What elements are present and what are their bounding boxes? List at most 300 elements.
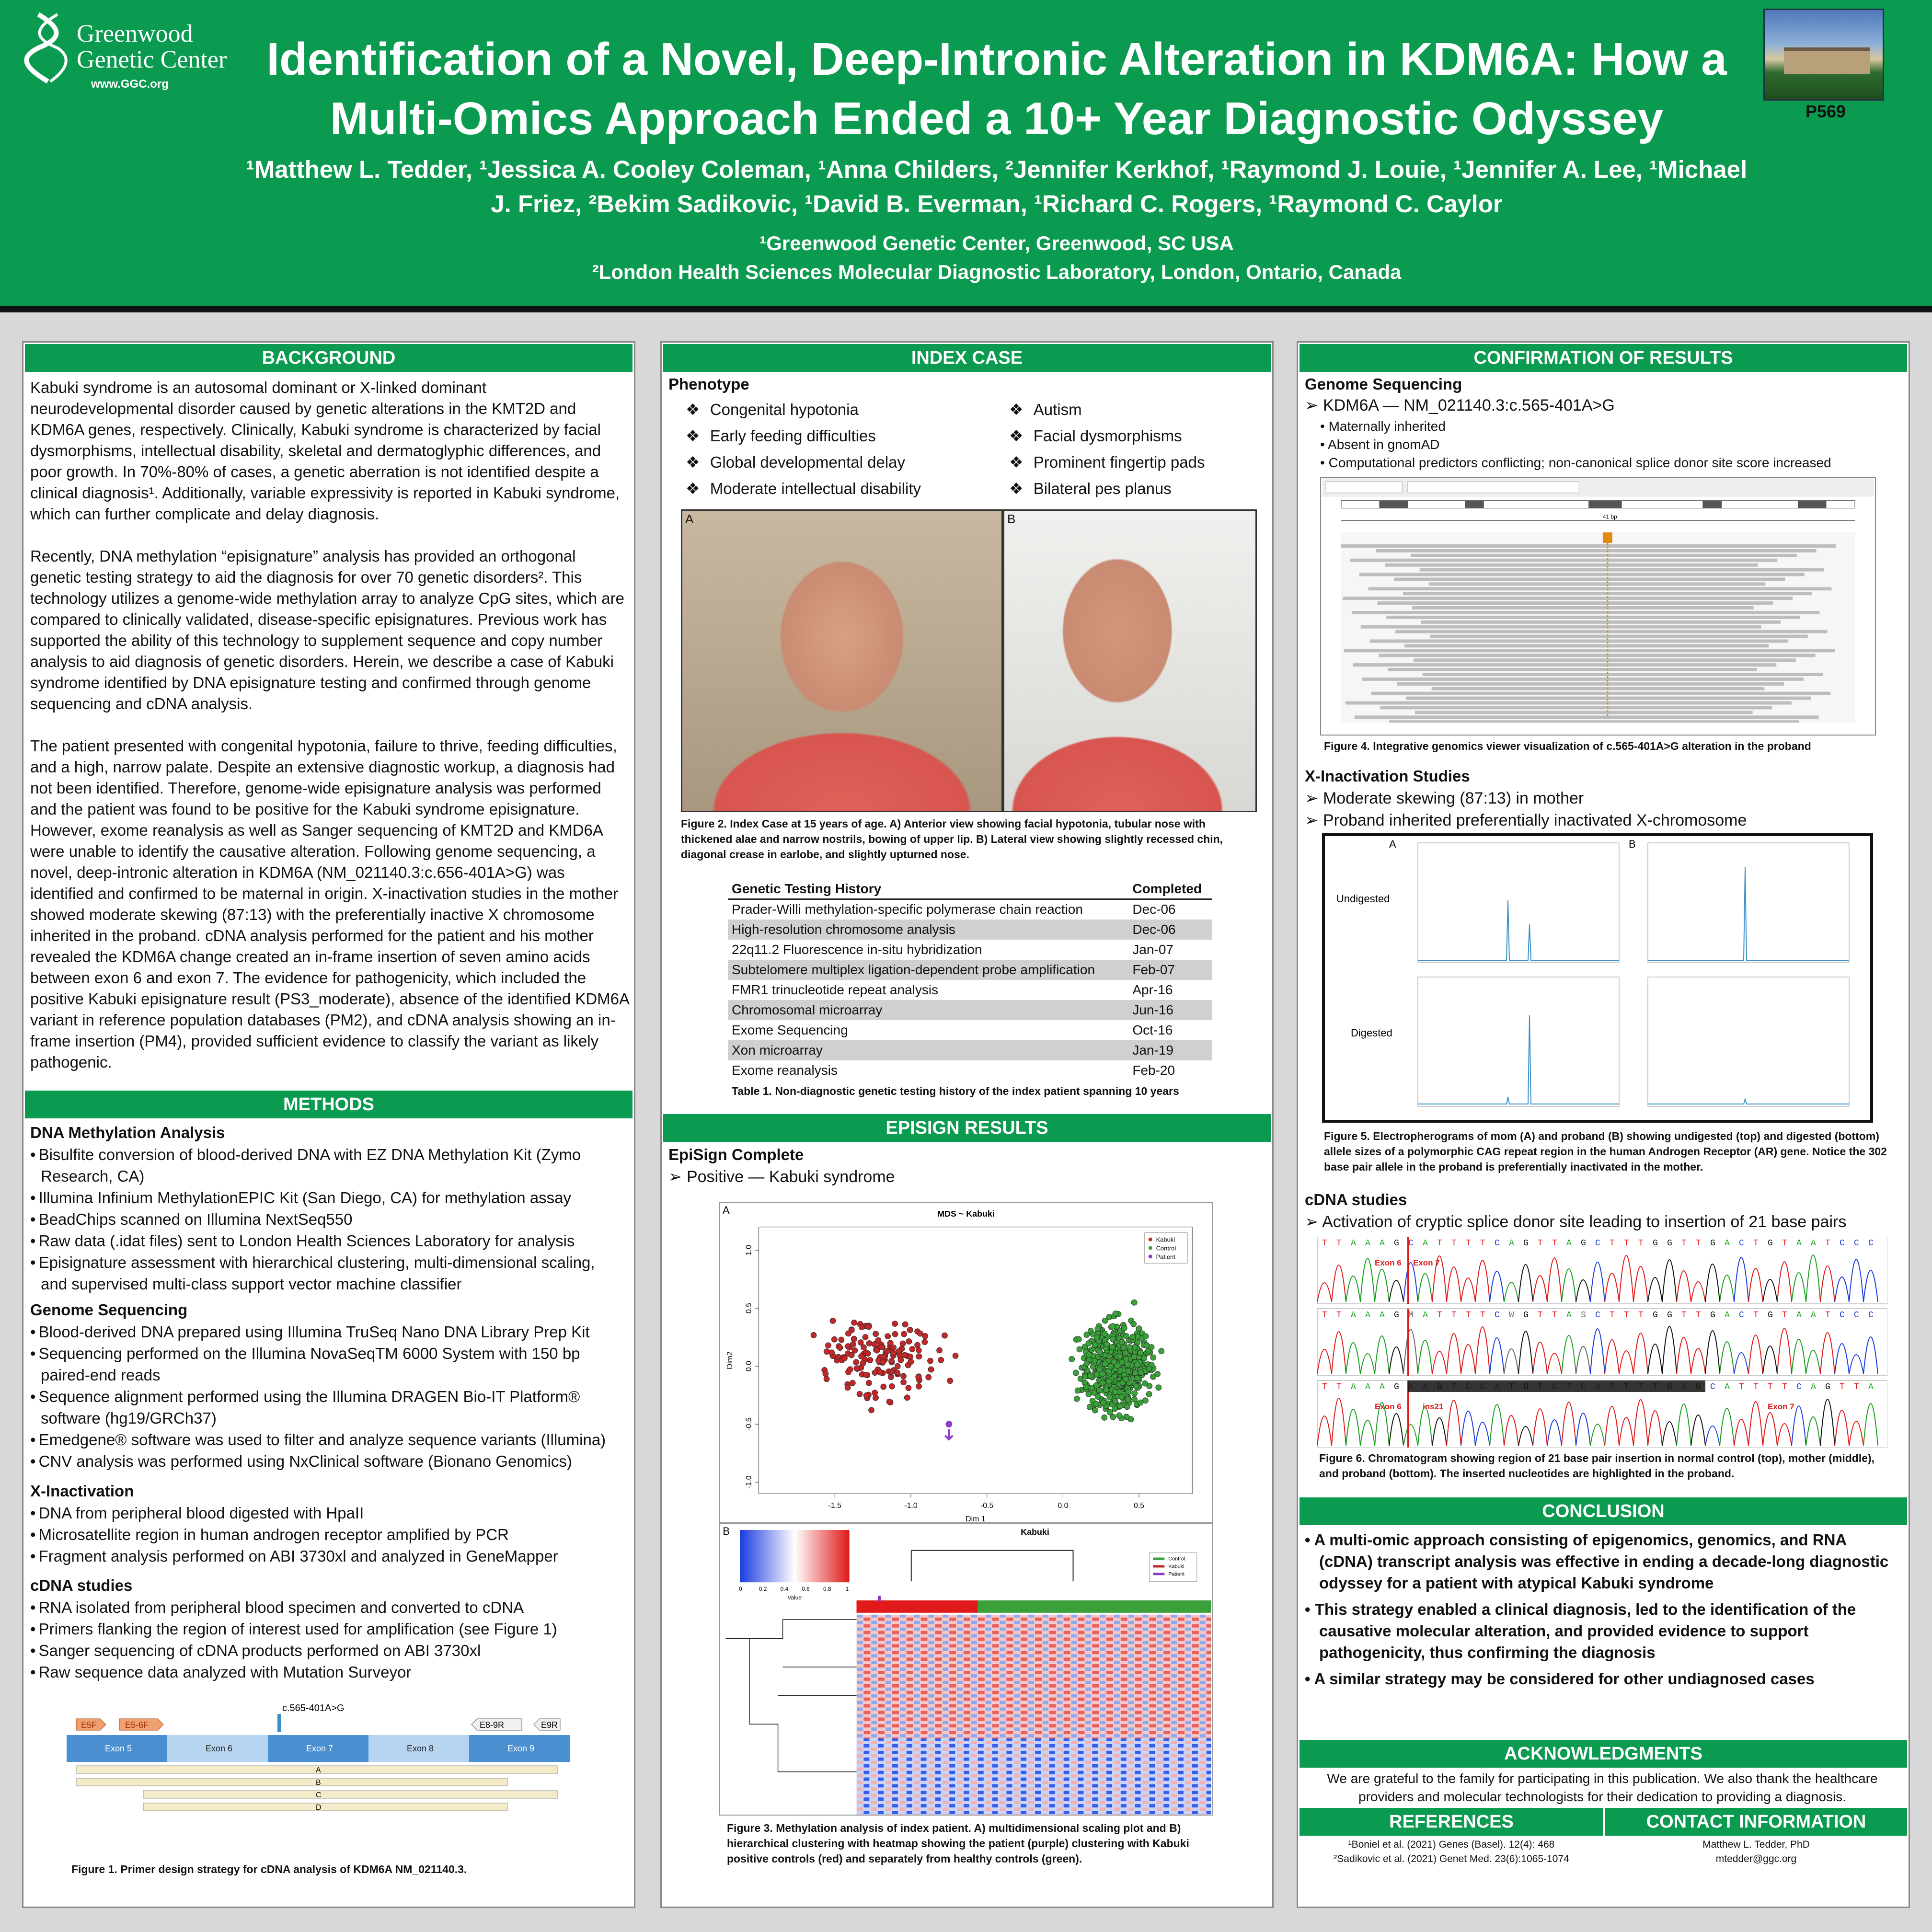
data-point-kabuki: [881, 1384, 886, 1390]
base-call: A: [1365, 1239, 1370, 1248]
list-item: ➢ Activation of cryptic splice donor site leading to insertion of 21 base pairs: [1305, 1211, 1899, 1233]
base-call: G: [1768, 1311, 1773, 1320]
table-cell-test: Exome Sequencing: [732, 1022, 848, 1037]
base-call: A: [1380, 1382, 1385, 1392]
data-point-control: [1069, 1356, 1075, 1362]
authors-line-1: ¹Matthew L. Tedder, ¹Jessica A. Cooley Coleman, ¹Anna Childers, ²Jennifer Kerkhof, ¹Raymond J. Louie, ¹Jennifer A. Lee, ¹Michael: [246, 156, 1748, 183]
svg-text:A: A: [316, 1766, 321, 1774]
read-bar: [1404, 644, 1769, 647]
cdna-list: [30, 1597, 624, 1683]
base-call: T: [1768, 1382, 1773, 1392]
data-point-kabuki: [938, 1357, 944, 1363]
data-point-control: [1084, 1332, 1090, 1338]
data-point-kabuki: [824, 1349, 829, 1355]
data-point-kabuki: [862, 1334, 868, 1340]
patient-photo-lateral: [1003, 509, 1257, 812]
base-call: A: [1423, 1311, 1428, 1320]
data-point-kabuki: [904, 1395, 910, 1401]
data-point-control: [1108, 1363, 1114, 1369]
data-point-kabuki: [839, 1337, 844, 1343]
data-point-control: [1125, 1397, 1131, 1403]
base-call: T: [1753, 1311, 1759, 1320]
data-point-kabuki: [916, 1383, 922, 1389]
list-item: • Computational predictors conflicting; non-canonical splice donor site score increased: [1320, 454, 1895, 472]
data-point-control: [1073, 1370, 1079, 1376]
data-point-kabuki: [947, 1378, 953, 1384]
data-point-kabuki: [829, 1350, 835, 1356]
list-item: • DNA from peripheral blood digested with HpaII: [30, 1502, 624, 1524]
read-bar: [1412, 606, 1754, 610]
logo-line-2: Genetic Center: [77, 46, 227, 73]
contact-name: Matthew L. Tedder, PhD: [1702, 1839, 1810, 1850]
base-call: T: [1437, 1311, 1442, 1320]
exon-7-label: Exon 7: [306, 1744, 334, 1753]
data-point-kabuki: [880, 1359, 886, 1365]
data-point-kabuki: [842, 1355, 848, 1361]
episign-title: EpiSign Complete: [668, 1146, 804, 1163]
base-call: T: [1696, 1239, 1701, 1248]
variant-item: ➢ KDM6A — NM_021140.3:c.565-401A>G: [1305, 394, 1615, 416]
data-point-control: [1110, 1344, 1116, 1350]
exon-9-label: Exon 9: [507, 1744, 535, 1753]
read-bar: [1343, 597, 1793, 600]
x-tick-label: -0.5: [980, 1502, 994, 1510]
data-point-control: [1076, 1336, 1081, 1342]
data-point-kabuki: [874, 1347, 880, 1353]
middle-column: [660, 341, 1274, 1908]
figure-6-caption: Figure 6. Chromatogram showing region of 21 base pair insertion in normal control (top), mother (middle), and proband (bottom). The inserted nucleotides are highlighted in the proband.: [1319, 1452, 1875, 1480]
x-axis-label: Dim 1: [966, 1515, 986, 1523]
data-point-control: [1146, 1366, 1152, 1372]
contact-email[interactable]: mtedder@ggc.org: [1715, 1853, 1797, 1864]
data-point-control: [1083, 1384, 1089, 1390]
read-bar: [1344, 649, 1835, 652]
svg-text:0.4: 0.4: [780, 1586, 789, 1593]
data-point-control: [1086, 1392, 1092, 1397]
data-point-control: [1100, 1380, 1105, 1386]
data-point-kabuki: [888, 1374, 894, 1380]
base-call: T: [1322, 1311, 1327, 1320]
base-call: A: [1365, 1382, 1370, 1392]
data-point-control: [1124, 1404, 1130, 1410]
base-call: G: [1523, 1311, 1529, 1320]
base-call: T: [1451, 1311, 1457, 1320]
figure-5-caption: Figure 5. Electropherograms of mom (A) and proband (B) showing undigested (top) and digested (bottom) allele sizes of a polymorphic CAG repeat region in the human Androgen Receptor (AR) gene. Notice the 302 base pair allele in the proband is preferentially inactivated in the mother.: [1324, 1130, 1887, 1173]
base-call: C: [1739, 1239, 1744, 1248]
insertion-label: ins21: [1423, 1402, 1444, 1411]
base-call: T: [1336, 1382, 1342, 1392]
base-call: G: [1710, 1239, 1715, 1248]
base-call: A: [1509, 1239, 1514, 1248]
data-point-kabuki: [875, 1337, 881, 1343]
read-bar: [1394, 577, 1785, 581]
base-call: T: [1610, 1239, 1615, 1248]
base-call: T: [1322, 1382, 1327, 1392]
base-call: A: [1796, 1311, 1802, 1320]
base-call: A: [1811, 1311, 1816, 1320]
base-call: A: [1811, 1382, 1816, 1392]
read-bar: [1385, 564, 1758, 567]
data-point-kabuki: [850, 1380, 855, 1386]
figure-3-caption: Figure 3. Methylation analysis of index patient. A) multidimensional scaling plot and B) hierarchical clustering with heatmap showing the patient (purple) clustering with Kabuki positive controls (red) and separately from healthy controls (green).: [727, 1822, 1189, 1865]
legend-label: Kabuki: [1156, 1236, 1175, 1243]
base-call: T: [1538, 1239, 1543, 1248]
data-point-control: [1113, 1389, 1118, 1395]
base-call: T: [1782, 1239, 1787, 1248]
data-point-kabuki: [830, 1318, 836, 1323]
read-bar: [1423, 673, 1823, 676]
list-item: • Primers flanking the region of interest used for amplification (see Figure 1): [30, 1618, 624, 1640]
data-point-control: [1102, 1318, 1108, 1323]
data-point-control: [1107, 1394, 1113, 1400]
data-point-kabuki: [953, 1353, 958, 1358]
list-item: • Maternally inherited: [1320, 417, 1895, 436]
inserted-sequence-highlight: [1408, 1380, 1705, 1392]
read-bar: [1414, 658, 1796, 662]
table-cell-test: Exome reanalysis: [732, 1062, 838, 1078]
electropherograms: [1322, 833, 1873, 1123]
data-point-control: [1138, 1350, 1143, 1356]
list-item: • Emedgene® software was used to filter and analyze sequence variants (Illumina): [30, 1429, 624, 1450]
svg-text:0.8: 0.8: [823, 1586, 831, 1593]
data-point-control: [1087, 1373, 1093, 1379]
base-call: C: [1854, 1311, 1859, 1320]
index-case-heading: INDEX CASE: [663, 344, 1271, 372]
chart-title: MDS ~ Kabuki: [937, 1208, 995, 1219]
base-call: G: [1710, 1311, 1715, 1320]
list-item: • Sanger sequencing of cDNA products performed on ABI 3730xl: [30, 1640, 624, 1661]
base-call: G: [1768, 1239, 1773, 1248]
data-point-control: [1087, 1404, 1092, 1410]
base-call: G: [1667, 1239, 1672, 1248]
base-call: A: [1351, 1382, 1356, 1392]
dna-methylation-list: [30, 1144, 624, 1295]
data-point-kabuki: [866, 1341, 872, 1346]
photo-a-label: A: [685, 512, 694, 526]
base-call: T: [1825, 1311, 1830, 1320]
data-point-kabuki: [850, 1341, 856, 1347]
data-point-kabuki: [922, 1339, 928, 1345]
acknowledgments-heading: ACKNOWLEDGMENTS: [1300, 1740, 1907, 1768]
base-call: A: [1725, 1382, 1730, 1392]
exon-8-label: Exon 8: [407, 1744, 434, 1753]
base-call: T: [1466, 1311, 1471, 1320]
data-point-control: [1159, 1348, 1164, 1354]
data-point-kabuki: [889, 1358, 895, 1364]
table-cell-test: 22q11.2 Fluorescence in-situ hybridization: [732, 942, 982, 957]
base-call: T: [1681, 1311, 1687, 1320]
chromatogram: [1317, 1237, 1887, 1448]
phenotype-title: Phenotype: [668, 375, 749, 393]
figure-1-primer-diagram: [67, 1702, 594, 1840]
table-row: [728, 940, 1212, 960]
data-point-kabuki: [851, 1336, 857, 1342]
data-point-control: [1093, 1382, 1099, 1388]
background-heading: BACKGROUND: [25, 344, 632, 372]
base-call: A: [1380, 1311, 1385, 1320]
data-point-control: [1135, 1375, 1140, 1381]
data-point-control: [1131, 1354, 1137, 1360]
read-bar: [1430, 635, 1808, 638]
base-call: T: [1480, 1239, 1485, 1248]
base-call: C: [1854, 1239, 1859, 1248]
read-bar: [1359, 573, 1805, 576]
base-call: T: [1552, 1311, 1557, 1320]
base-call: T: [1782, 1382, 1787, 1392]
reference-1: ¹Boniel et al. (2021) Genes (Basel). 12(4): 468: [1348, 1839, 1555, 1850]
read-bar: [1376, 549, 1816, 552]
data-point-control: [1102, 1331, 1107, 1336]
base-call: T: [1696, 1311, 1701, 1320]
base-call: A: [1566, 1239, 1572, 1248]
igv-window-size: 41 bp: [1602, 513, 1617, 520]
data-point-control: [1084, 1361, 1090, 1367]
data-point-control: [1110, 1323, 1116, 1329]
data-point-control: [1130, 1334, 1136, 1340]
data-point-control: [1144, 1343, 1150, 1348]
read-bar: [1370, 639, 1788, 643]
data-point-kabuki: [906, 1339, 912, 1345]
read-bar: [1362, 678, 1804, 681]
data-point-kabuki: [857, 1391, 862, 1397]
data-point-control: [1131, 1321, 1137, 1327]
svg-text:E5-6F: E5-6F: [125, 1720, 149, 1730]
data-point-kabuki: [928, 1367, 934, 1372]
svg-text:0.6: 0.6: [802, 1586, 810, 1593]
data-point-kabuki: [858, 1340, 863, 1346]
y-tick-label: -0.5: [745, 1417, 753, 1431]
data-point-kabuki: [895, 1363, 900, 1369]
cdna-title: cDNA studies: [30, 1576, 133, 1594]
variant-label: c.565-401A>G: [282, 1703, 345, 1714]
data-point-kabuki: [895, 1370, 900, 1376]
author-list: [240, 152, 1754, 221]
table-row: [728, 980, 1212, 1000]
list-item: ❖ Autism: [1009, 396, 1258, 423]
table-row: [728, 1040, 1212, 1060]
patient-photo-anterior: [681, 509, 1003, 812]
data-point-control: [1142, 1380, 1148, 1386]
base-call: C: [1796, 1382, 1802, 1392]
data-point-control: [1103, 1361, 1108, 1367]
affiliation-1: ¹Greenwood Genetic Center, Greenwood, SC USA: [759, 232, 1234, 254]
patient-arrow: [945, 1429, 953, 1439]
data-point-kabuki: [898, 1357, 904, 1363]
table-header-completed: Completed: [1128, 879, 1212, 899]
base-call: A: [1868, 1382, 1874, 1392]
cdna-studies-title: cDNA studies: [1305, 1191, 1407, 1208]
data-point-kabuki: [942, 1333, 947, 1338]
read-bar: [1386, 616, 1800, 619]
read-bar: [1380, 706, 1772, 709]
base-call: G: [1394, 1382, 1399, 1392]
chromatogram-row: [1317, 1237, 1887, 1304]
list-item: ➢ Moderate skewing (87:13) in mother: [1305, 787, 1899, 809]
table-cell-test: Subtelomere multiplex ligation-dependent probe amplification: [728, 960, 1128, 980]
base-call: A: [1423, 1239, 1428, 1248]
ep-label-b: B: [1629, 838, 1636, 850]
data-point-kabuki: [866, 1380, 872, 1386]
data-point-kabuki: [859, 1324, 864, 1330]
x-tick-label: -1.5: [828, 1502, 841, 1510]
list-item: ❖ Early feeding difficulties: [686, 423, 983, 449]
data-point-control: [1092, 1407, 1098, 1413]
data-point-control: [1132, 1370, 1138, 1376]
data-point-kabuki: [900, 1341, 906, 1346]
table-row: [728, 1020, 1212, 1040]
list-item: ❖ Moderate intellectual disability: [686, 475, 983, 502]
data-point-control: [1116, 1413, 1122, 1418]
data-point-kabuki: [866, 1324, 872, 1330]
figure-2-caption: Figure 2. Index Case at 15 years of age. A) Anterior view showing facial hypotonia, tubular nose with thickened alae and narrow nostrils, bowing of upper lip. B) Lateral view showing slightly recessed chin, diagonal crease in earlobe, and slightly upturned nose.: [681, 817, 1223, 861]
y-tick-label: 0.0: [745, 1361, 753, 1372]
data-point-control: [1115, 1363, 1120, 1368]
base-call: G: [1394, 1239, 1399, 1248]
base-call: A: [1725, 1311, 1730, 1320]
data-point-control: [1136, 1326, 1142, 1332]
base-call: T: [1610, 1311, 1615, 1320]
genome-seq-title: Genome Sequencing: [30, 1301, 188, 1319]
data-point-kabuki: [928, 1358, 933, 1364]
data-point-kabuki: [937, 1347, 943, 1353]
reference-2: ²Sadikovic et al. (2021) Genet Med. 23(6):1065-1074: [1334, 1853, 1569, 1864]
data-point-control: [1077, 1346, 1082, 1352]
base-call: T: [1753, 1239, 1759, 1248]
dna-methylation-title: DNA Methylation Analysis: [30, 1124, 225, 1141]
list-item: • BeadChips scanned on Illumina NextSeq550: [30, 1208, 624, 1230]
table-1-caption: Table 1. Non-diagnostic genetic testing history of the index patient spanning 10 years: [732, 1085, 1179, 1097]
data-point-kabuki: [872, 1390, 878, 1396]
chart-legend: [1145, 1233, 1187, 1264]
data-point-kabuki: [847, 1367, 853, 1372]
data-point-kabuki: [861, 1345, 867, 1350]
svg-text:Kabuki: Kabuki: [1168, 1564, 1184, 1570]
read-bar: [1377, 601, 1773, 605]
list-item: • Blood-derived DNA prepared using Illumina TruSeq Nano DNA Library Prep Kit: [30, 1321, 624, 1343]
base-call: T: [1782, 1311, 1787, 1320]
contact-text: [1605, 1838, 1907, 1866]
confirmation-heading: CONFIRMATION OF RESULTS: [1300, 344, 1907, 372]
list-item: • Illumina Infinium MethylationEPIC Kit (San Diego, CA) for methylation assay: [30, 1187, 624, 1208]
read-bar: [1350, 559, 1777, 562]
x-inactivation-list: [30, 1502, 624, 1567]
data-point-control: [1123, 1350, 1128, 1356]
data-point-kabuki: [922, 1333, 928, 1339]
data-point-control: [1112, 1398, 1118, 1404]
base-call: A: [1566, 1311, 1572, 1320]
data-point-control: [1132, 1391, 1138, 1396]
list-item: • Raw sequence data analyzed with Mutation Surveyor: [30, 1661, 624, 1683]
data-point-kabuki: [889, 1383, 895, 1389]
y-tick-label: -1.0: [745, 1475, 753, 1489]
background-paragraph-3: The patient presented with congenital hypotonia, failure to thrive, feeding difficulties, and a high, narrow palate. Despite an extensive diagnostic workup, a diagnosis had not been identified. Therefore, genome-wide episignature analysis was performed and the patient was found to be positive for the Kabuki syndrome episignature. However, exome reanalysis as well as Sanger sequencing of KMT2D and KMD6A were unable to identify the causative alteration. Following genome sequencing, a novel, deep-intronic alteration in KDM6A (NM_021140.3:c.656-401A>G) was identified and confirmed to be maternal in origin. X-inactivation studies in the mother showed moderate skewing (87:13) with the preferentially inactive X chromosome inherited in the proband. cDNA analysis performed for the patient and his mother revealed the KDM6A change created an in-frame insertion of seven amino acids between exon 6 and exon 7. The evidence for pathogenicity, which included the positive Kabuki episignature result (PS3_moderate), absence of the identified KDM6A variant in reference population databases (PM2), and cDNA analysis showing an in-frame insertion (PM4), provided sufficient evidence to classify the variant as likely pathogenic.: [30, 737, 629, 1071]
data-point-kabuki: [902, 1322, 908, 1327]
x-inactivation-bullets: [1305, 787, 1899, 831]
base-call: T: [1638, 1239, 1644, 1248]
base-call: M: [1408, 1311, 1414, 1320]
data-point-kabuki: [846, 1331, 851, 1336]
list-item: • CNV analysis was performed using NxClinical software (Bionano Genomics): [30, 1450, 624, 1472]
data-point-control: [1141, 1356, 1147, 1361]
data-point-kabuki: [863, 1392, 869, 1398]
data-point-control: [1131, 1300, 1137, 1305]
base-call: C: [1868, 1311, 1874, 1320]
base-call: T: [1480, 1311, 1485, 1320]
base-call: T: [1322, 1239, 1327, 1248]
table-header-test: Genetic Testing History: [728, 879, 1128, 899]
list-item: ➢ Proband inherited preferentially inactivated X-chromosome: [1305, 809, 1899, 831]
heatmap-panel-label: B: [723, 1525, 730, 1537]
data-point-kabuki: [890, 1350, 896, 1356]
clustering-heatmap: [719, 1523, 1213, 1816]
list-item: ❖ Bilateral pes planus: [1009, 475, 1258, 502]
base-call: S: [1581, 1311, 1586, 1320]
data-point-kabuki: [837, 1345, 843, 1351]
table-cell-date: Jan-19: [1128, 1040, 1212, 1060]
base-call: T: [1739, 1382, 1744, 1392]
data-point-kabuki: [926, 1374, 932, 1380]
data-point-control: [1133, 1383, 1139, 1389]
x-inactivation-title: X-Inactivation: [30, 1482, 134, 1500]
base-call: G: [1653, 1311, 1658, 1320]
table-row: [728, 960, 1212, 980]
background-paragraph-2: Recently, DNA methylation “episignature” analysis has provided an orthogonal genetic testing strategy to aid the diagnosis for over 70 genetic disorders². This technology utilizes a genome-wide methylation array to analyze CpG sites, which are compared to clinically validated, disease-specific episignatures. Previous work has supported the ability of this technology to supplement sequence and copy number analysis to aid diagnosis of genetic disorders. Herein, we describe a case of Kabuki syndrome identified by DNA episignature testing and confirmed through genome sequencing and cDNA analysis.: [30, 547, 624, 713]
y-axis-label: Dim2: [725, 1351, 734, 1369]
data-point-kabuki: [889, 1369, 895, 1375]
data-point-control: [1117, 1403, 1123, 1409]
base-call: C: [1840, 1239, 1845, 1248]
mds-scatter-plot: [719, 1202, 1213, 1523]
read-bar: [1388, 668, 1757, 671]
data-point-control: [1123, 1376, 1129, 1382]
genome-sequencing-title: Genome Sequencing: [1305, 375, 1462, 393]
list-item: ❖ Prominent fingertip pads: [1009, 449, 1258, 475]
read-bar: [1415, 711, 1753, 714]
data-point-control: [1092, 1342, 1098, 1348]
list-item: ❖ Global developmental delay: [686, 449, 983, 475]
data-point-control: [1094, 1334, 1100, 1340]
data-point-kabuki: [887, 1340, 893, 1346]
table-cell-date: Jan-07: [1132, 942, 1173, 957]
data-point-control: [1082, 1374, 1088, 1380]
base-call: A: [1351, 1239, 1356, 1248]
x-tick-label: 0.5: [1134, 1502, 1145, 1510]
list-item: • Fragment analysis performed on ABI 3730xl and analyzed in GeneMapper: [30, 1545, 624, 1567]
data-point-control: [1150, 1374, 1156, 1380]
table-cell-date: Apr-16: [1132, 982, 1173, 997]
svg-text:E9R: E9R: [541, 1720, 558, 1730]
dna-helix-icon: [24, 10, 77, 86]
base-call: A: [1811, 1239, 1816, 1248]
table-cell-test: Xon microarray: [728, 1040, 1128, 1060]
data-point-control: [1143, 1334, 1149, 1339]
base-call: T: [1825, 1239, 1830, 1248]
base-call: W: [1509, 1311, 1514, 1320]
base-call: T: [1437, 1239, 1442, 1248]
exon-6-label: Exon 6: [1375, 1258, 1402, 1267]
building-photo: [1763, 9, 1884, 101]
read-bar: [1432, 687, 1765, 690]
legend-marker: [1149, 1254, 1152, 1258]
table-cell-test: Prader-Willi methylation-specific polymerase chain reaction: [732, 902, 1083, 917]
data-point-kabuki: [859, 1354, 864, 1359]
base-call: C: [1739, 1311, 1744, 1320]
base-call: A: [1796, 1239, 1802, 1248]
data-point-kabuki: [869, 1407, 874, 1413]
affiliations: [240, 229, 1754, 287]
title-line-1: Identification of a Novel, Deep-Intronic Alteration in KDM6A: How a: [266, 34, 1727, 85]
svg-text:Control: Control: [1168, 1556, 1185, 1562]
